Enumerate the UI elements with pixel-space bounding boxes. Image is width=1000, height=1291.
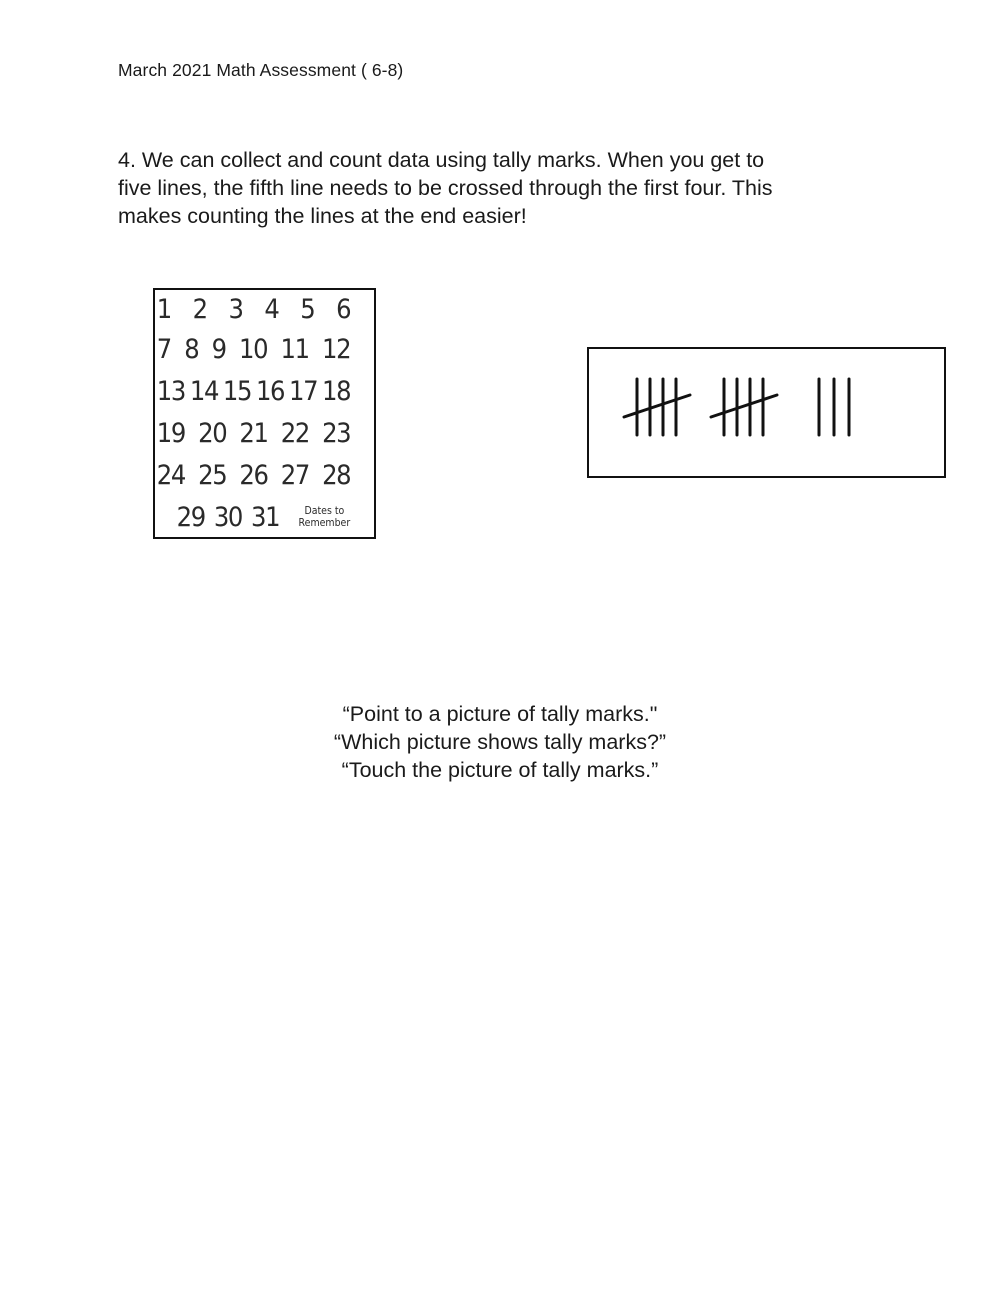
calendar-date: 17 (288, 375, 318, 407)
tally-marks-picture[interactable] (587, 347, 946, 478)
calendar-date: 25 (198, 459, 227, 491)
calendar-date: 15 (222, 375, 252, 407)
calendar-date: 23 (322, 417, 351, 449)
calendar-row (155, 496, 352, 538)
calendar-date: 31 (251, 501, 280, 533)
tally-cross-mark (624, 395, 690, 417)
calendar-date: 29 (176, 501, 205, 533)
calendar-date: 4 (264, 293, 279, 325)
calendar-date: 1 (156, 293, 171, 325)
dates-to-remember-note (299, 505, 351, 529)
prompt-line-2: “Which picture shows tally marks?” (333, 730, 667, 754)
calendar-date: 30 (213, 501, 243, 533)
calendar-row (155, 328, 352, 370)
calendar-date: 16 (255, 375, 285, 407)
question-text (118, 146, 908, 230)
prompt-text (250, 700, 750, 784)
calendar-date: 11 (280, 333, 309, 365)
question-line-2: five lines, the fifth line needs to be crossed through the first four. This (118, 176, 773, 200)
calendar-row (155, 288, 352, 330)
calendar-date: 28 (322, 459, 351, 491)
calendar-date: 19 (156, 417, 186, 449)
question-line-1: 4. We can collect and count data using tally marks. When you get to (118, 148, 765, 172)
calendar-date: 27 (280, 459, 309, 491)
calendar-date: 10 (239, 333, 268, 365)
calendar-date: 3 (228, 293, 243, 325)
calendar-date: 8 (184, 333, 199, 365)
prompt-line-1: “Point to a picture of tally marks." (342, 702, 658, 726)
note-line: Remember (298, 516, 351, 529)
calendar-row (155, 370, 352, 412)
calendar-date: 5 (300, 293, 315, 325)
calendar-row (155, 412, 352, 454)
calendar-date: 2 (192, 293, 207, 325)
prompt-line-3: “Touch the picture of tally marks.” (341, 758, 659, 782)
calendar-date: 21 (239, 417, 268, 449)
calendar-date: 9 (211, 333, 226, 365)
calendar-date: 20 (198, 417, 227, 449)
calendar-date: 18 (322, 375, 351, 407)
calendar-date: 14 (189, 375, 219, 407)
calendar-picture[interactable] (153, 288, 376, 539)
tally-cross-mark (711, 395, 777, 417)
calendar-date: 22 (280, 417, 309, 449)
calendar-date: 13 (156, 375, 186, 407)
calendar-date: 26 (239, 459, 268, 491)
question-line-3: makes counting the lines at the end easier! (118, 204, 527, 228)
calendar-date: 24 (156, 459, 186, 491)
tally-marks-drawing (589, 349, 944, 476)
page-header: March 2021 Math Assessment ( 6-8) (118, 60, 404, 80)
calendar-date: 12 (322, 333, 351, 365)
calendar-row (155, 454, 352, 496)
calendar-date: 6 (336, 293, 351, 325)
calendar-date: 7 (156, 333, 171, 365)
note-line: Dates to (304, 504, 345, 517)
